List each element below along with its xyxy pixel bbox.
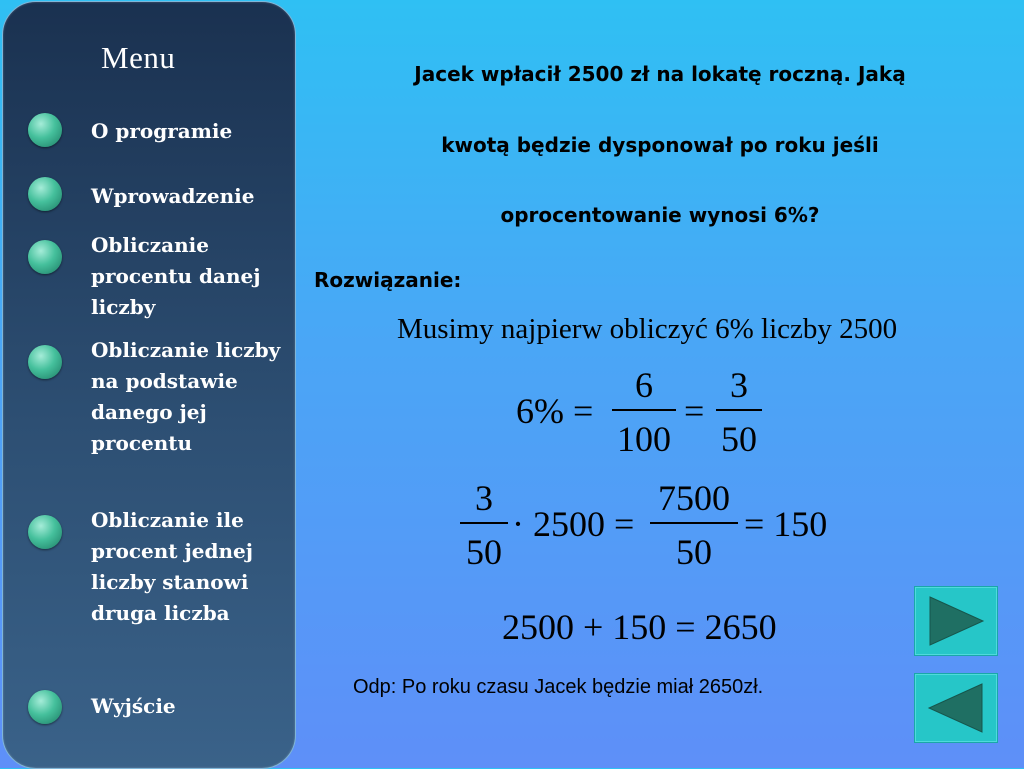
menu-item-label: Wprowadzenie	[91, 184, 255, 208]
eq1-f2-denominator: 50	[721, 419, 757, 459]
bullet-icon	[28, 345, 62, 379]
eq2-f2-denominator: 50	[676, 532, 712, 572]
menu-item-label: Obliczanie ile procent jednej liczby stanowi druga liczba	[91, 508, 253, 625]
menu-item-label: Wyjście	[91, 694, 176, 718]
eq1-equals: =	[684, 391, 705, 431]
fraction-bar	[650, 522, 738, 524]
fraction-bar	[716, 409, 762, 411]
eq2-fraction-1	[460, 478, 508, 572]
problem-line-2: kwotą będzie dysponował po roku jeśli	[441, 133, 879, 157]
eq2-middle: · 2500 =	[512, 504, 635, 544]
menu-item-obliczanie-liczby[interactable]	[3, 335, 295, 491]
play-left-icon	[915, 674, 997, 742]
problem-line-3: oprocentowanie wynosi 6%?	[500, 203, 820, 227]
answer-text: Odp: Po roku czasu Jacek będzie miał 2650zł.	[353, 676, 764, 698]
previous-button[interactable]	[914, 673, 998, 743]
bullet-icon	[28, 515, 62, 549]
bullet-icon	[28, 113, 62, 147]
next-button[interactable]	[914, 586, 998, 656]
eq1-lhs: 6% =	[516, 391, 594, 431]
menu-item-wyjscie[interactable]	[3, 689, 295, 729]
menu-item-label: Obliczanie liczby na podstawie danego jej procentu	[91, 338, 281, 455]
menu-item-o-programie[interactable]	[3, 112, 295, 152]
menu-title: Menu	[101, 40, 176, 75]
menu-item-ile-procent[interactable]	[3, 505, 295, 631]
eq2-fraction-2	[650, 478, 738, 572]
solution-intro: Musimy najpierw obliczyć 6% liczby 2500	[397, 313, 898, 345]
sidebar-menu	[2, 1, 296, 769]
menu-item-label: Obliczanie procentu danej liczby	[91, 233, 261, 319]
eq2-f2-numerator: 7500	[658, 478, 730, 518]
eq1-fraction-2	[716, 365, 762, 459]
eq2-f1-denominator: 50	[466, 532, 502, 572]
menu-item-label: O programie	[91, 119, 233, 143]
solution-heading: Rozwiązanie:	[314, 268, 462, 292]
fraction-bar	[612, 409, 676, 411]
eq2-rhs: = 150	[744, 504, 828, 544]
bullet-icon	[28, 690, 62, 724]
eq1-f1-denominator: 100	[617, 419, 671, 459]
menu-item-wprowadzenie[interactable]	[3, 176, 295, 216]
menu-item-obliczanie-procentu[interactable]	[3, 230, 295, 326]
eq1-f2-numerator: 3	[730, 365, 748, 405]
eq1-f1-numerator: 6	[635, 365, 653, 405]
eq3: 2500 + 150 = 2650	[502, 607, 777, 647]
problem-line-1: Jacek wpłacił 2500 zł na lokatę roczną. Jaką	[414, 62, 906, 86]
play-right-icon	[915, 587, 997, 655]
bullet-icon	[28, 177, 62, 211]
fraction-bar	[460, 522, 508, 524]
eq1-fraction-1	[612, 365, 676, 459]
bullet-icon	[28, 240, 62, 274]
eq2-f1-numerator: 3	[475, 478, 493, 518]
